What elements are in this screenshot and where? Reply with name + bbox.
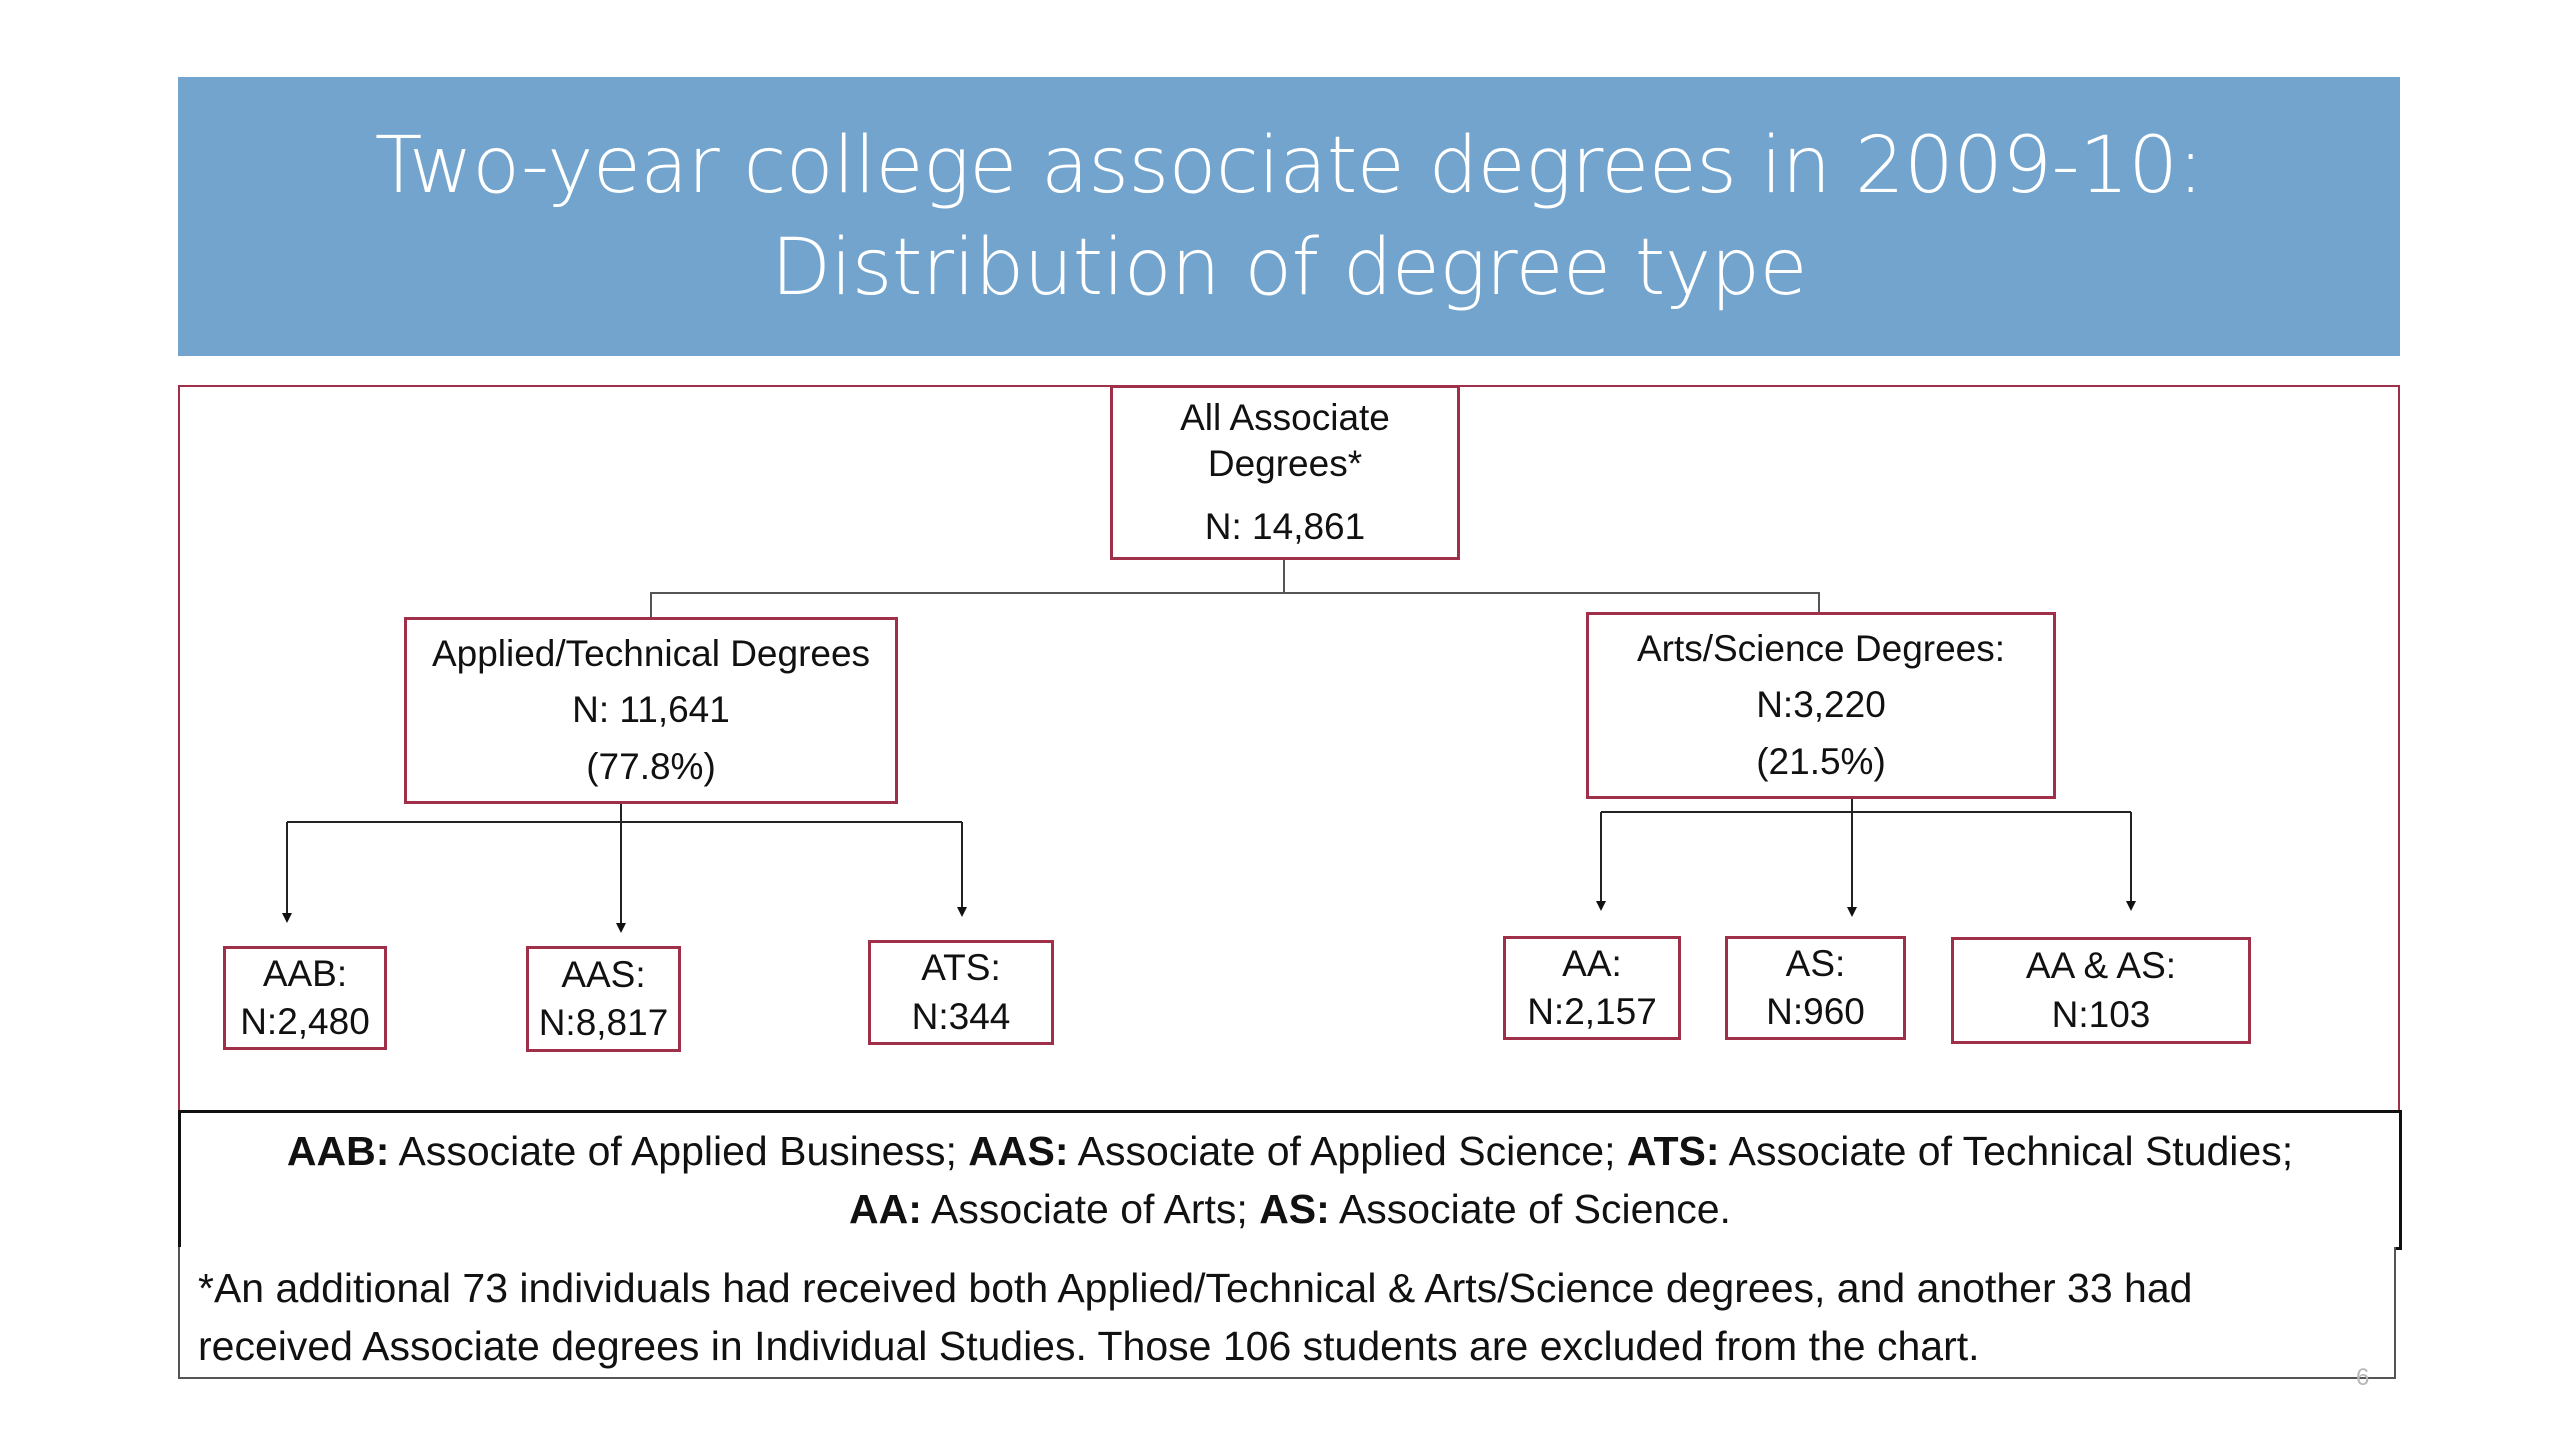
node-root-line-1: All Associate xyxy=(1180,397,1390,439)
legend-aas-abbr: AAS: xyxy=(968,1128,1069,1174)
abbreviation-legend xyxy=(178,1110,2402,1250)
legend-aa-text: Associate of Arts; xyxy=(921,1186,1260,1232)
node-aa-count: N:2,157 xyxy=(1527,990,1657,1032)
legend-ats-text: Associate of Technical Studies; xyxy=(1719,1128,2294,1174)
node-aa xyxy=(1503,936,1681,1040)
page-number: 6 xyxy=(2356,1364,2370,1391)
title-line-1: Two-year college associate degrees in 2009-10: xyxy=(374,120,2204,211)
title-line-2: Distribution of degree type xyxy=(771,222,1807,313)
legend-aas-text: Associate of Applied Science; xyxy=(1068,1128,1627,1174)
node-applied-technical xyxy=(404,617,898,804)
node-ats-count: N:344 xyxy=(911,995,1011,1037)
node-aab-count: N:2,480 xyxy=(240,1000,370,1042)
node-aa-and-as xyxy=(1951,937,2251,1044)
node-as-label: AS: xyxy=(1785,942,1846,984)
legend-line-2 xyxy=(849,1180,1731,1238)
node-arts-label: Arts/Science Degrees: xyxy=(1636,627,2006,669)
node-arts-science xyxy=(1586,612,2056,799)
node-all-associate-degrees xyxy=(1110,385,1460,560)
footnote-line-2: received Associate degrees in Individual Studies. Those 106 students are excluded from the chart. xyxy=(198,1323,1980,1369)
node-arts-pct: (21.5%) xyxy=(1756,741,1886,783)
node-root-line-2: Degrees* xyxy=(1207,443,1363,485)
node-applied-pct: (77.8%) xyxy=(586,746,716,788)
node-aas-count: N:8,817 xyxy=(538,1002,669,1044)
legend-line-1 xyxy=(287,1122,2293,1180)
legend-aa-abbr: AA: xyxy=(849,1186,922,1232)
node-root-count: N: 14,861 xyxy=(1204,505,1366,547)
node-ats-label: ATS: xyxy=(921,947,1001,989)
node-as-count: N:960 xyxy=(1766,990,1865,1032)
node-aa-as-label: AA & AS: xyxy=(2025,944,2177,986)
node-aab xyxy=(223,946,387,1050)
legend-aab-text: Associate of Applied Business; xyxy=(389,1128,969,1174)
node-arts-count: N:3,220 xyxy=(1756,684,1886,726)
legend-ats-abbr: ATS: xyxy=(1626,1128,1720,1174)
footnote xyxy=(178,1247,2396,1379)
node-aa-label: AA: xyxy=(1562,942,1622,984)
legend-as-abbr: AS: xyxy=(1259,1186,1330,1232)
node-applied-label: Applied/Technical Degrees xyxy=(431,632,871,674)
node-aas-label: AAS: xyxy=(561,953,646,995)
footnote-line-1: *An additional 73 individuals had received both Applied/Technical & Arts/Science degrees, and another 33 had xyxy=(198,1265,2193,1311)
node-aab-label: AAB: xyxy=(262,952,348,994)
title-banner xyxy=(178,77,2400,356)
legend-aab-abbr: AAB: xyxy=(286,1128,390,1174)
node-ats xyxy=(868,940,1054,1045)
node-aas xyxy=(526,946,681,1052)
legend-as-text: Associate of Science. xyxy=(1329,1186,1731,1232)
node-applied-count: N: 11,641 xyxy=(572,689,730,731)
node-aa-as-count: N:103 xyxy=(2051,993,2151,1035)
node-as xyxy=(1725,936,1906,1040)
